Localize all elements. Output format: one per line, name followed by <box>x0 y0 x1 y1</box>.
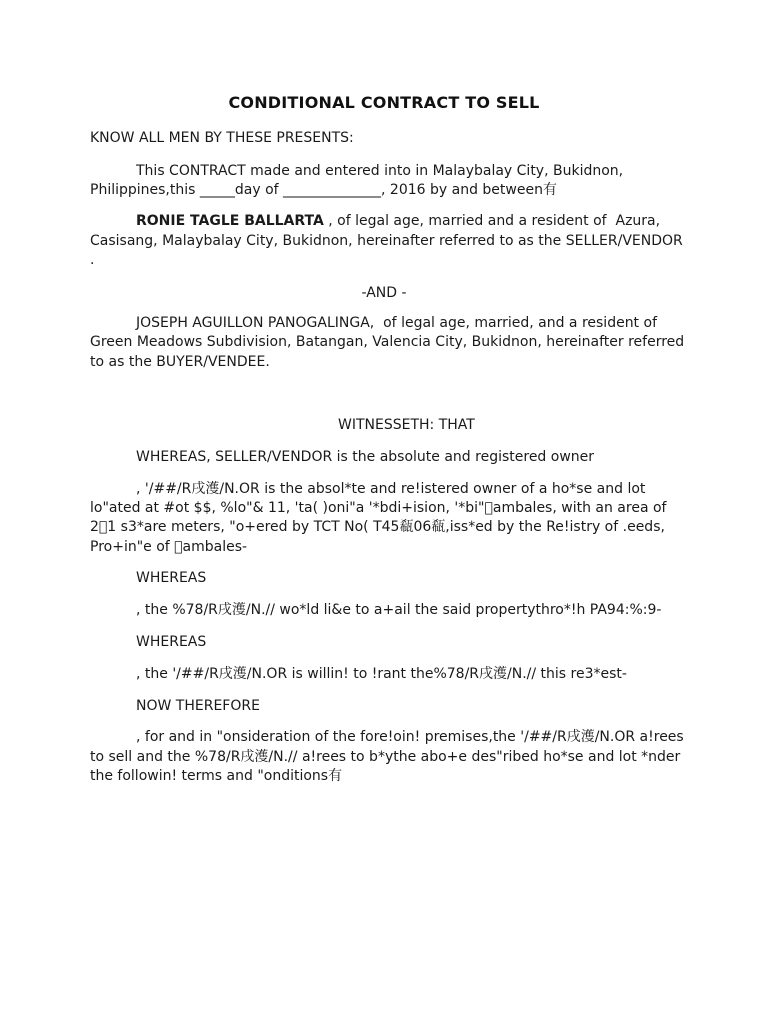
witnesseth-heading: WITNESSETH: THAT <box>338 417 475 433</box>
buyer-line-2: Green Meadows Subdivision, Batangan, Valencia City, Bukidnon, hereinafter referred <box>90 334 685 350</box>
whereas-1-line-3: 2 1 s3*are meters, "o+ered by TCT No( T45瓻06瓻,iss*ed by the Re!istry of .eeds, <box>90 519 665 535</box>
now-therefore-heading: NOW THEREFORE <box>136 698 260 714</box>
now-therefore-line-3: the followin! terms and "onditions有 <box>90 768 343 784</box>
whereas-2-text: , the %78/R戌濩/N.// wo*ld li&e to a+ail the said propertythro*!h PA94:%:9- <box>136 602 662 618</box>
document-title: CONDITIONAL CONTRACT TO SELL <box>228 93 540 112</box>
buyer-line-3: to as the BUYER/VENDEE. <box>90 354 270 370</box>
opening-line: KNOW ALL MEN BY THESE PRESENTS: <box>90 130 354 146</box>
whereas-1-line-2: lo"ated at #ot $$, %lo"& 11, 'ta( )oni"a '*bdi+ision, '*bi" ambales, with an area of <box>90 500 667 516</box>
now-therefore-line-2: to sell and the %78/R戌濩/N.// a!rees to b*ythe abo+e des"ribed ho*se and lot *nder <box>90 749 681 765</box>
whereas-2-heading: WHEREAS <box>136 570 207 586</box>
seller-line-1 <box>136 211 660 231</box>
seller-name: RONIE TAGLE BALLARTA <box>136 213 324 229</box>
whereas-3-text: , the '/##/R戌濩/N.OR is willin! to !rant the%78/R戌濩/N.// this re3*est- <box>136 666 627 682</box>
whereas-1-line-1: , '/##/R戌濩/N.OR is the absol*te and re!istered owner of a ho*se and lot <box>136 481 646 497</box>
whereas-1-heading: WHEREAS, SELLER/VENDOR is the absolute and registered owner <box>136 449 595 465</box>
intro-line-1: This CONTRACT made and entered into in Malaybalay City, Bukidnon, <box>136 163 624 179</box>
buyer-line-1: JOSEPH AGUILLON PANOGALINGA, of legal age, married, and a resident of <box>136 315 657 331</box>
seller-line-2: Casisang, Malaybalay City, Bukidnon, hereinafter referred to as the SELLER/VENDOR <box>90 233 683 249</box>
whereas-3-heading: WHEREAS <box>136 634 207 650</box>
seller-line-3: . <box>90 252 95 268</box>
whereas-1-line-4: Pro+in"e of  ambales- <box>90 539 248 555</box>
and-separator: -AND - <box>361 285 407 301</box>
now-therefore-line-1: , for and in "onsideration of the fore!oin! premises,the '/##/R戌濩/N.OR a!rees <box>136 729 684 745</box>
seller-line-1-rest: , of legal age, married and a resident of Azura, <box>323 213 661 229</box>
intro-line-2: Philippines,this _____day of ______________, 2016 by and between有 <box>90 182 557 198</box>
